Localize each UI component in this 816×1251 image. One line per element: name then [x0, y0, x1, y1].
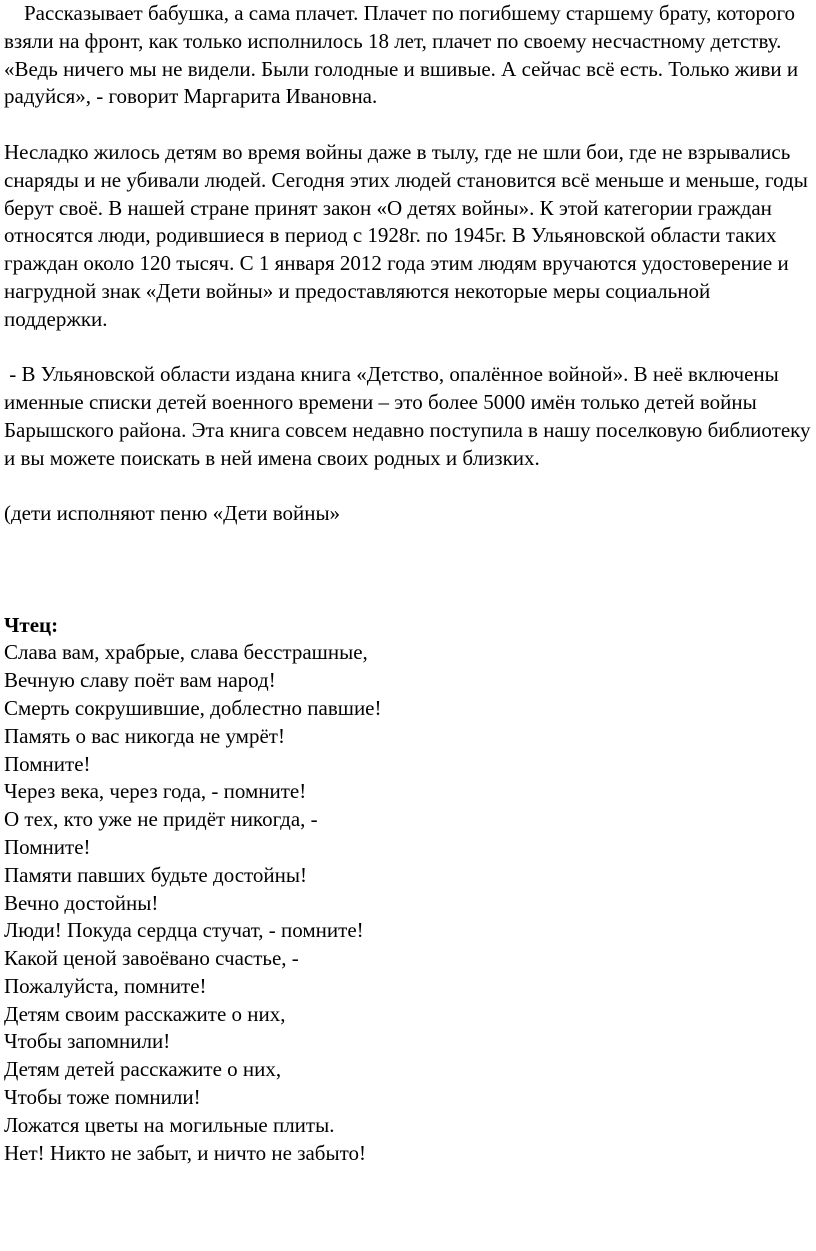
poem-line: Нет! Никто не забыт, и ничто не забыто!	[4, 1140, 366, 1165]
blank-line	[4, 111, 812, 139]
paragraph-song-note: (дети исполняют пеню «Дети войны»	[4, 501, 341, 526]
paragraph-children-of-war-law: Несладко жилось детям во время войны даже в тылу, где не шли бои, где не взрывались снаряды и не убивали людей. Сегодня этих людей становится всё меньше и меньше, годы берут своё. В нашей стране принят закон «О детях войны». К этой категории граждан относятся люди, родившиеся в период с 1928г. по 1945г. В Ульяновской области таких граждан около 120 тысяч. С 1 января 2012 года этим людям вручаются удостоверение и нагрудной знак «Дети войны» и предоставляются некоторые меры социальной поддержки.	[4, 139, 808, 331]
poem-line: Вечную славу поёт вам народ!	[4, 668, 276, 693]
poem-line: Помните!	[4, 834, 91, 859]
poem-line: Через века, через года, - помните!	[4, 779, 307, 804]
blank-line	[4, 556, 812, 584]
poem-line: Детям своим расскажите о них,	[4, 1001, 286, 1026]
poem-line: О тех, кто уже не придёт никогда, -	[4, 807, 318, 832]
poem	[4, 639, 812, 1167]
poem-line: Чтобы запомнили!	[4, 1029, 171, 1054]
poem-line: Вечно достойны!	[4, 890, 159, 915]
poem-line: Слава вам, храбрые, слава бесстрашные,	[4, 640, 368, 665]
poem-line: Пожалуйста, помните!	[4, 973, 207, 998]
poem-line: Детям детей расскажите о них,	[4, 1057, 282, 1082]
blank-line	[4, 473, 812, 501]
poem-line: Памяти павших будьте достойны!	[4, 862, 308, 887]
poem-line: Помните!	[4, 751, 91, 776]
reader-label: Чтец:	[4, 612, 59, 637]
poem-line: Смерть сокрушившие, доблестно павшие!	[4, 695, 382, 720]
poem-line: Какой ценой завоёвано счастье, -	[4, 946, 299, 971]
poem-line: Чтобы тоже помнили!	[4, 1085, 201, 1110]
poem-line: Ложатся цветы на могильные плиты.	[4, 1112, 335, 1137]
blank-line	[4, 334, 812, 362]
paragraph-book-announcement: - В Ульяновской области издана книга «Детство, опалённое войной». В неё включены именные списки детей военного времени – это более 5000 имён только детей войны Барышского района. Эта книга совсем недавно поступила в нашу поселковую библиотеку и вы можете поискать в ней имена своих родных и близких.	[4, 362, 816, 470]
poem-line: Люди! Покуда сердца стучат, - помните!	[4, 918, 364, 943]
blank-line	[4, 528, 812, 556]
blank-line	[4, 584, 812, 612]
paragraph-grandmother-story: Рассказывает бабушка, а сама плачет. Плачет по погибшему старшему брату, которого взяли на фронт, как только исполнилось 18 лет, плачет по своему несчастному детству. «Ведь ничего мы не видели. Были голодные и вшивые. А сейчас всё есть. Только живи и радуйся», - говорит Маргарита Ивановна.	[4, 1, 799, 109]
poem-line: Память о вас никогда не умрёт!	[4, 723, 285, 748]
